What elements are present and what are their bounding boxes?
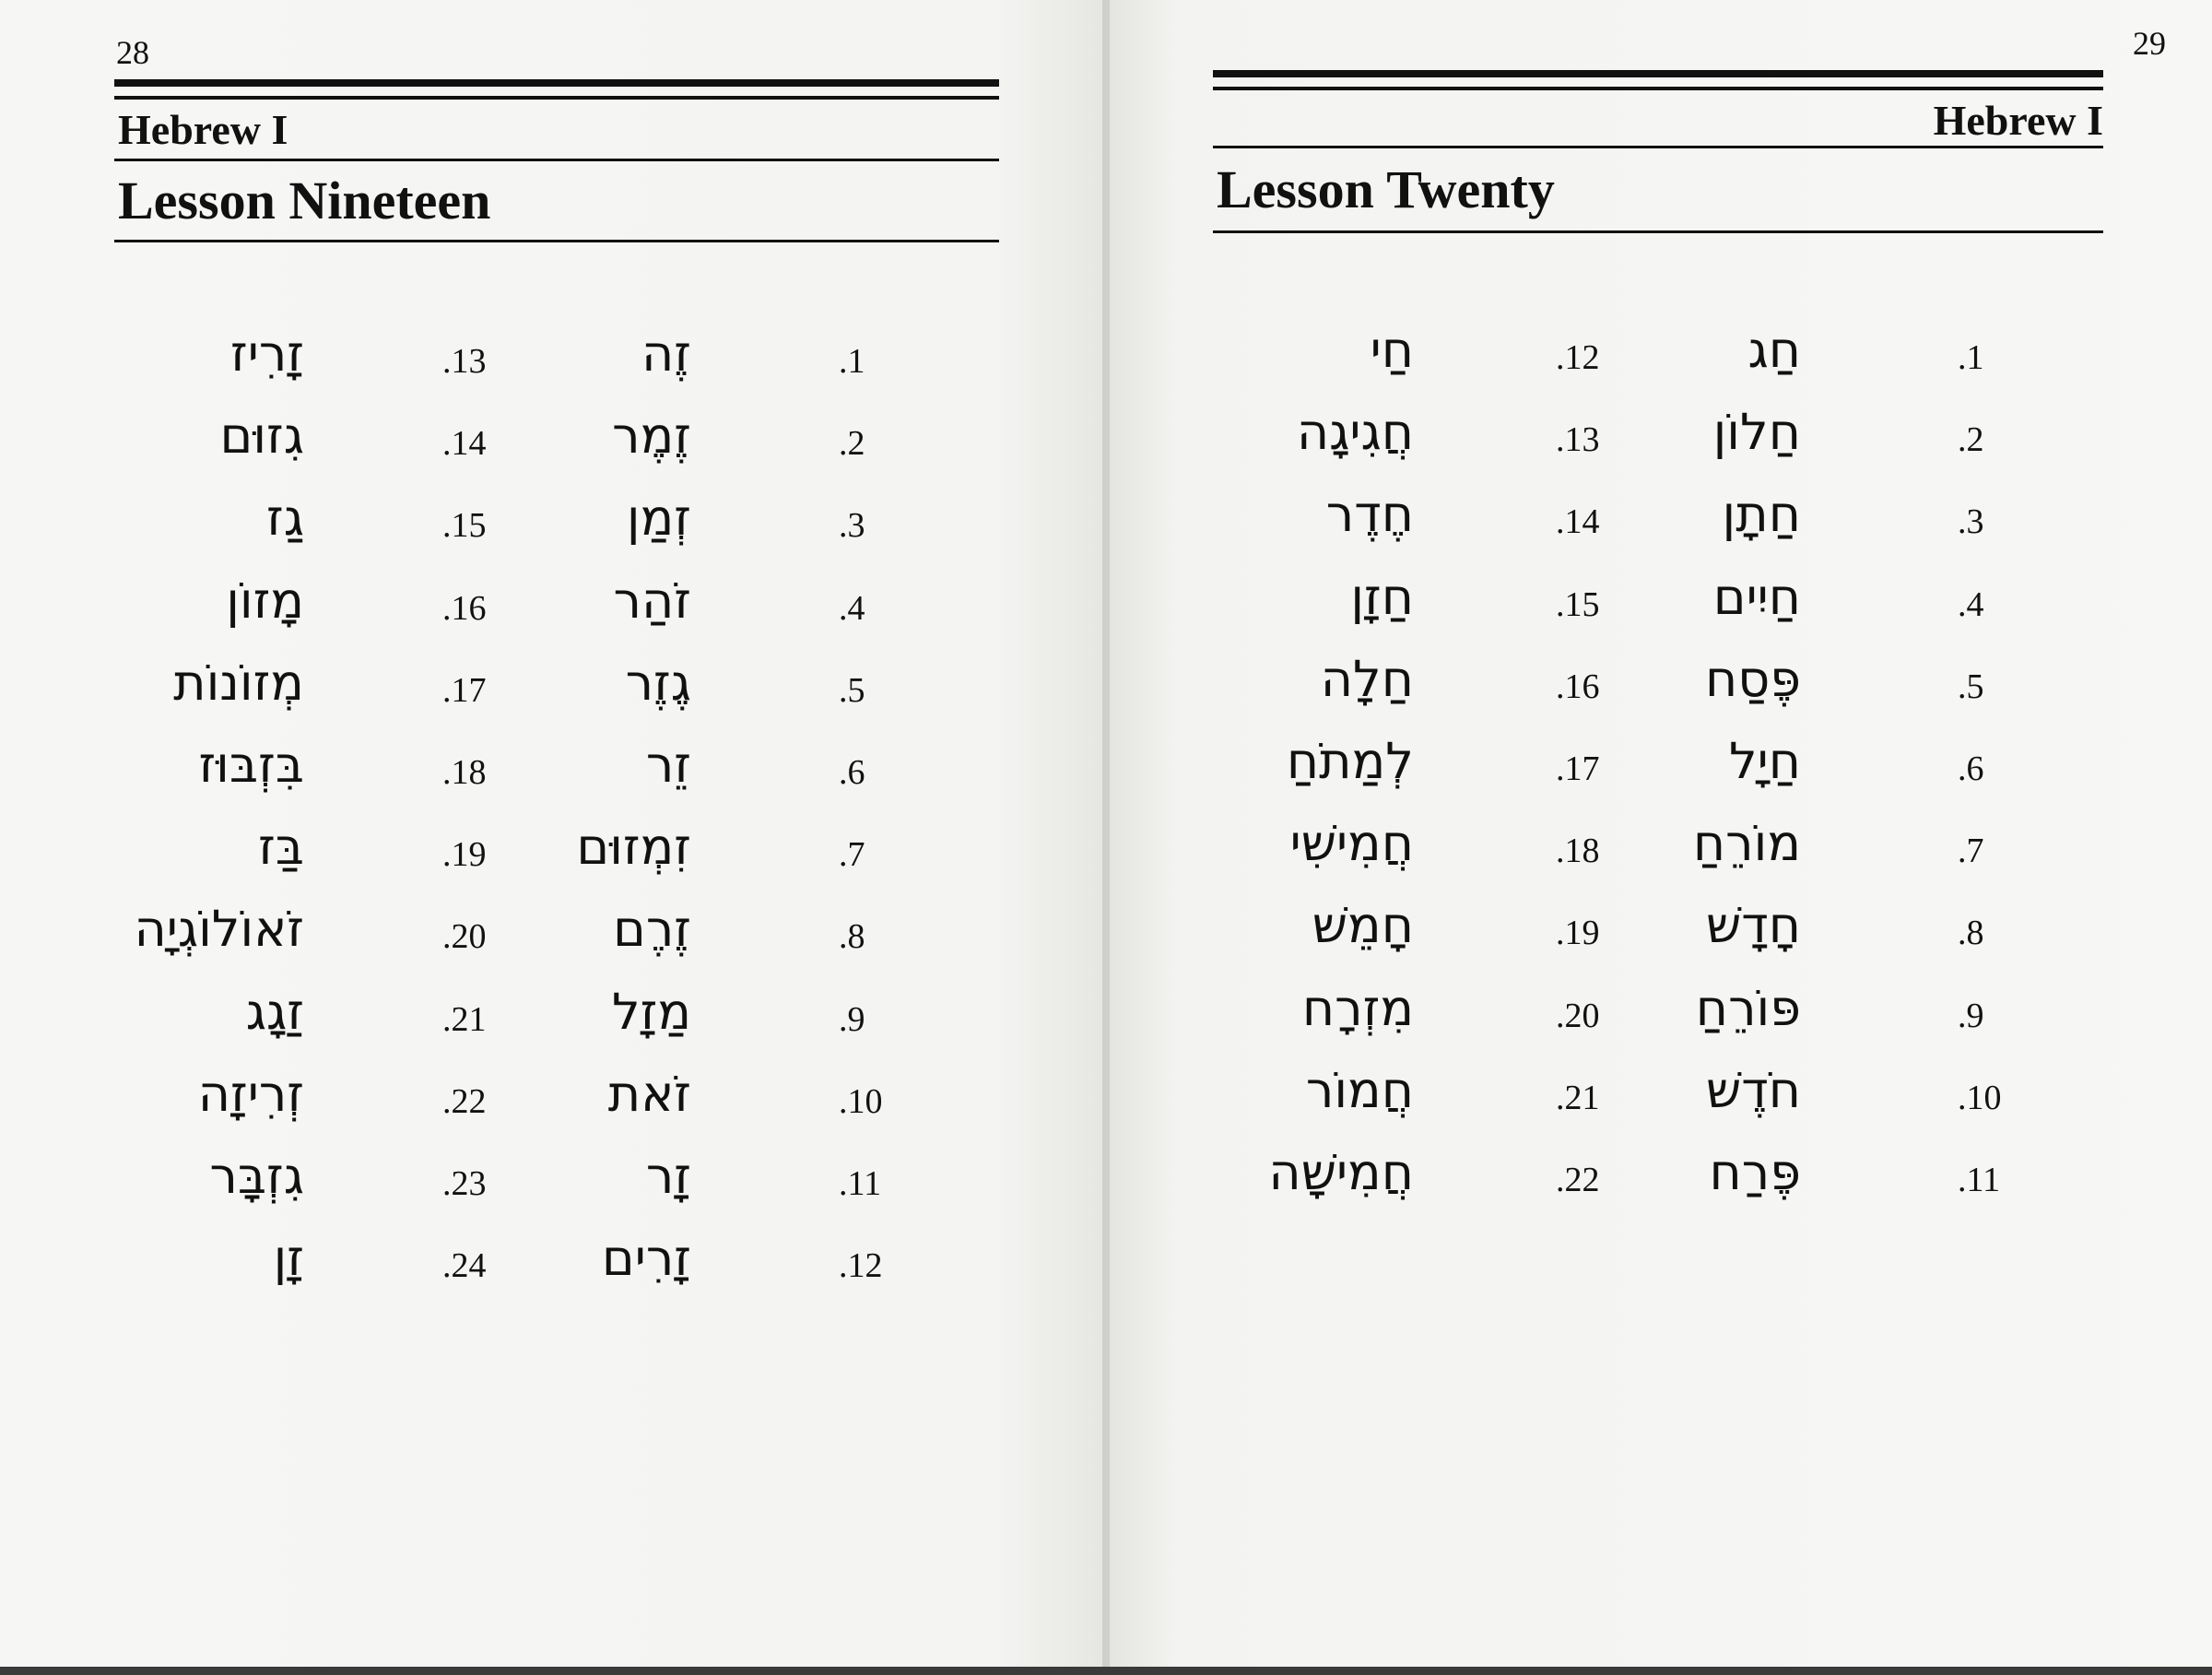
- hebrew-word: חַלָה: [1320, 649, 1414, 708]
- header-rule: [1213, 87, 2103, 90]
- hebrew-word: חֲמִישִׁי: [1289, 814, 1414, 873]
- hebrew-word: זָן: [273, 1229, 304, 1288]
- hebrew-word: זָרִים: [601, 1229, 691, 1288]
- item-number: .4: [1958, 584, 1984, 624]
- item-number: .2: [1958, 420, 1984, 460]
- hebrew-word: פֶּסַח: [1704, 649, 1801, 708]
- list-item: [1110, 650, 2124, 714]
- hebrew-word: זֶמֶר: [612, 407, 691, 466]
- hebrew-word: מִזְרָח: [1301, 978, 1414, 1037]
- hebrew-word: גֶזֶר: [625, 653, 691, 712]
- item-number: .9: [1958, 996, 1984, 1035]
- item-number: .22: [442, 1081, 487, 1121]
- list-item: [0, 983, 1014, 1047]
- lesson-title: Lesson Twenty: [1217, 159, 1555, 219]
- right-page: [1110, 0, 2212, 1667]
- item-number: .1: [839, 342, 865, 381]
- item-number: .3: [839, 506, 865, 546]
- item-number: .3: [1958, 502, 1984, 542]
- list-item: [1110, 403, 2124, 467]
- hebrew-word: מָזוֹן: [226, 571, 304, 630]
- hebrew-word: זֹאוֹלוֹגְיָה: [134, 900, 304, 959]
- item-number: .9: [839, 999, 865, 1039]
- item-number: .17: [1556, 749, 1600, 788]
- item-number: .11: [839, 1164, 882, 1203]
- item-number: .22: [1556, 1161, 1600, 1199]
- hebrew-word: זֵר: [645, 736, 691, 794]
- item-number: .16: [442, 588, 487, 628]
- list-item: [1110, 1061, 2124, 1126]
- hebrew-word: מוֹרֵחַ: [1692, 814, 1801, 873]
- list-item: [1110, 568, 2124, 632]
- item-number: .13: [442, 342, 487, 381]
- hebrew-word: לְמַתֹחַ: [1286, 732, 1414, 790]
- hebrew-word: חֶדֶר: [1325, 485, 1414, 544]
- item-number: .20: [1556, 996, 1600, 1035]
- header-title: Hebrew I: [118, 106, 288, 153]
- item-number: .7: [1958, 832, 1984, 871]
- title-underline: [114, 240, 999, 242]
- header-rule-thick: [114, 79, 999, 87]
- list-item: [0, 407, 1014, 471]
- item-number: .15: [1556, 584, 1600, 624]
- scan-edge: [0, 1667, 2212, 1675]
- hebrew-word: חֹדֶשׁ: [1705, 1060, 1801, 1119]
- hebrew-word: חַיִים: [1712, 567, 1801, 626]
- item-number: .12: [839, 1246, 883, 1286]
- item-number: .19: [1556, 914, 1600, 953]
- hebrew-word: חַי: [1370, 321, 1414, 379]
- hebrew-word: מַזָל: [611, 982, 691, 1041]
- list-item: [0, 900, 1014, 964]
- header-title: Hebrew I: [1933, 97, 2103, 144]
- header-divider: [114, 159, 999, 161]
- item-number: .17: [442, 670, 487, 710]
- hebrew-word: מְזוֹנוֹת: [173, 653, 304, 712]
- item-number: .13: [1556, 420, 1600, 460]
- hebrew-word: זַגָג: [245, 982, 304, 1041]
- item-number: .12: [1556, 338, 1600, 377]
- hebrew-word: בִּזְבּוּז: [198, 736, 304, 794]
- item-number: .8: [1958, 914, 1984, 953]
- item-number: .14: [442, 424, 487, 464]
- hebrew-word: גִזְבָּר: [209, 1147, 304, 1205]
- header-rule-thick: [1213, 70, 2103, 77]
- hebrew-word: זֶה: [641, 324, 691, 383]
- page-number: 28: [116, 34, 149, 71]
- item-number: .21: [442, 999, 487, 1039]
- hebrew-word: חָמֵשׁ: [1312, 896, 1414, 955]
- list-item: [0, 818, 1014, 882]
- item-number: .21: [1556, 1078, 1600, 1117]
- item-number: .6: [839, 753, 865, 792]
- item-number: .19: [442, 835, 487, 875]
- hebrew-word: זָר: [645, 1147, 691, 1205]
- item-number: .18: [1556, 832, 1600, 871]
- hebrew-word: זֶרֶם: [612, 900, 691, 959]
- hebrew-word: חָדָשׁ: [1705, 896, 1801, 955]
- lesson-title: Lesson Nineteen: [118, 171, 491, 230]
- hebrew-word: חַלוֹן: [1712, 403, 1801, 462]
- hebrew-word: גַז: [266, 489, 304, 548]
- list-item: [1110, 732, 2124, 796]
- item-number: .18: [442, 753, 487, 792]
- hebrew-word: זְמַן: [626, 489, 691, 548]
- hebrew-word: חֲגִיגָה: [1296, 403, 1414, 462]
- item-number: .2: [839, 424, 865, 464]
- item-number: .14: [1556, 502, 1600, 542]
- hebrew-word: חַזָן: [1350, 567, 1414, 626]
- item-number: .7: [839, 835, 865, 875]
- item-number: .24: [442, 1246, 487, 1286]
- hebrew-word: חֲמוֹר: [1305, 1060, 1414, 1119]
- hebrew-word: פֶּרַח: [1709, 1143, 1801, 1201]
- hebrew-word: גִזוּם: [219, 407, 304, 466]
- item-number: .16: [1556, 666, 1600, 706]
- item-number: .15: [442, 506, 487, 546]
- list-item: [0, 1229, 1014, 1293]
- list-item: [0, 654, 1014, 718]
- item-number: .20: [442, 917, 487, 957]
- item-number: .10: [839, 1081, 883, 1121]
- item-number: .1: [1958, 338, 1984, 377]
- page-number: 29: [2133, 25, 2166, 62]
- list-item: [0, 489, 1014, 553]
- list-item: [1110, 321, 2124, 385]
- item-number: .11: [1958, 1161, 2001, 1199]
- list-item: [0, 736, 1014, 800]
- title-underline: [1213, 230, 2103, 233]
- left-page: [0, 0, 1104, 1667]
- hebrew-word: זֹאת: [607, 1064, 691, 1123]
- list-item: [1110, 979, 2124, 1044]
- item-number: .5: [839, 670, 865, 710]
- hebrew-word: זִמְזוּם: [576, 818, 691, 877]
- hebrew-word: חַיָל: [1728, 732, 1801, 790]
- hebrew-word: בַּז: [258, 818, 304, 877]
- list-item: [0, 572, 1014, 636]
- item-number: .10: [1958, 1078, 2002, 1117]
- item-number: .8: [839, 917, 865, 957]
- hebrew-word: חַג: [1747, 321, 1801, 379]
- item-number: .6: [1958, 749, 1984, 788]
- header-divider: [1213, 146, 2103, 148]
- list-item: [0, 1147, 1014, 1211]
- list-item: [1110, 814, 2124, 879]
- item-number: .5: [1958, 666, 1984, 706]
- hebrew-word: זְרִיזָה: [197, 1064, 304, 1123]
- hebrew-word: חַתָן: [1722, 485, 1801, 544]
- item-number: .4: [839, 588, 865, 628]
- hebrew-word: זֹהַר: [613, 571, 691, 630]
- hebrew-word: זָרִיז: [230, 324, 304, 383]
- list-item: [1110, 896, 2124, 961]
- list-item: [0, 1065, 1014, 1129]
- list-item: [0, 324, 1014, 389]
- list-item: [1110, 1143, 2124, 1208]
- header-rule: [114, 96, 999, 100]
- list-item: [1110, 485, 2124, 549]
- item-number: .23: [442, 1164, 487, 1203]
- hebrew-word: פּוֹרֵחַ: [1695, 978, 1801, 1037]
- hebrew-word: חֲמִישָׁה: [1268, 1143, 1414, 1201]
